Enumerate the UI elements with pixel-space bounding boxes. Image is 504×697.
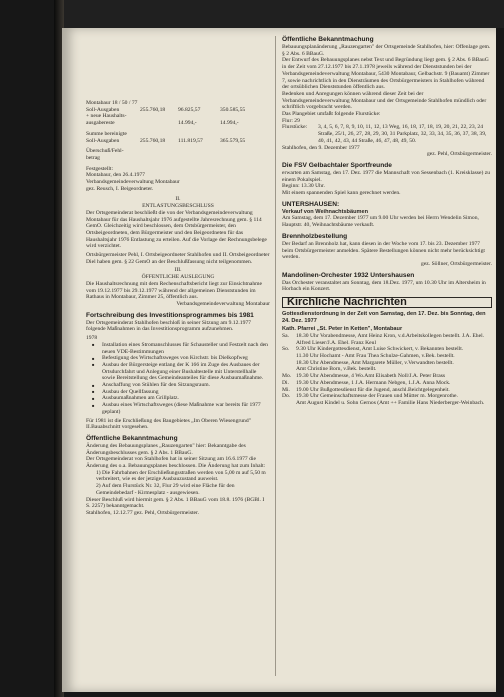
article-subheading: Kath. Pfarrei „St. Peter in Ketten", Montabaur <box>282 326 403 333</box>
list-item: 1) Die Fahrbahnen der Erschließungsstraßen werden von 5,00 m auf 5,50 m verbreitert, wie es der jetzige Ausbauzustand ausweist. <box>96 469 266 483</box>
row-label: Montabaur 18 / 50 / 77 <box>86 100 138 106</box>
service-day: Di. <box>282 379 289 386</box>
article-heading: Mandolinen-Orchester 1932 Untershausen <box>282 271 415 279</box>
article-heading: Fortschreibung des Investitionsprogrammes bis 1981 <box>86 311 254 319</box>
article-text: Beginn: 13.30 Uhr. <box>282 183 325 190</box>
cell: 14.994,- <box>178 120 197 127</box>
cell: 255.760,18 <box>140 137 166 144</box>
article-text: Bedenken und Anregungen können während dieser Zeit bei der Verbandsgemeindeverwaltung Montabaur und der Ortsgemeinde Stahlhofen mündlich oder schriftlich vorgebracht werden. <box>282 90 487 111</box>
table-row <box>86 100 270 107</box>
budget-table <box>86 100 270 162</box>
service-day: So. <box>282 346 290 353</box>
table-row <box>86 120 270 127</box>
service-text: 19.00 Uhr Bußgottesdienst für die Jugend, anschl.Beichtgelegenheit. <box>296 386 450 393</box>
cell <box>140 120 178 127</box>
row-label: Soll-Ausgaben <box>86 137 120 144</box>
service-text: 19.30 Uhr Gemeinschaftsmesse der Frauen und Mütter m. Morgenrothe. <box>296 393 458 400</box>
article-text: Am Samstag, dem 17. Dezember 1977 um 9.00 Uhr werden bei Herrn Wendelin Simon, Hauptstr. 40, Weihnachtsbäume verkauft. <box>282 215 479 229</box>
service-day: Sa. <box>282 332 289 339</box>
signature: Stahlhofen, 12.12.77 gez. Pehl, Ortsbürgermeister. <box>86 509 199 516</box>
list-item <box>282 380 492 387</box>
article-text: Änderung des Bebauungsplanes „Rauzengarten" hier: Bekanntgabe des Änderungsbeschlusses gem. § 2 Abs. 1 BBauG. <box>86 442 246 456</box>
section-number: III. <box>174 267 182 274</box>
article-heading: UNTERSHAUSEN: <box>282 200 340 208</box>
cell: 111.819,57 <box>178 137 203 144</box>
top-shadow <box>62 0 504 28</box>
service-day <box>282 366 296 373</box>
cell: 255.760,18 <box>140 106 166 113</box>
list-item: ■ Ausbau der Quellfassung <box>86 389 270 396</box>
service-day: Mi. <box>282 386 290 393</box>
article-text: Dieser Beschluß wird hiermit gem. § 2 Abs. 1 BBauG vom 18.8. 1976 (BGBl. I S. 2257) bekanntgemacht. <box>86 496 265 510</box>
column-divider <box>275 36 276 676</box>
investment-list <box>86 342 270 416</box>
service-text: 18.30 Uhr Abendmesse, Amt Margarete Müller, v.Verwandten bestellt. <box>296 359 454 366</box>
list-item: ■ Installation eines Stromanschlusses für Schausteller und Festzelt nach den neuen VDE-Bestimmungen <box>86 342 270 355</box>
festgestellt-line: gez. Reusch, I. Beigeordneter. <box>86 185 154 192</box>
section-text: Die Haushaltsrechnung mit dem Rechenschaftsbericht liegt zur Einsichtnahme vom 19.12.1977 bis 29.12.1977 während der allgemeinen Dienststunden im Rathaus in Montabaur, Zimmer 25, öffentlich aus. <box>86 280 262 301</box>
table-row <box>86 138 270 145</box>
list-item <box>282 366 492 373</box>
list-item: 2) Auf dem Flurstück Nr. 32, Flur 29 wird eine Fläche für den Gemeindebedarf - Kirmesplatz - ausgewiesen. <box>96 483 235 496</box>
list-item: ■ Ausbau der Bürgersteige entlang der K 166 im Zuge des Ausbaues der Ortsdurchfahrt und Anlegung einer Bushaltestelle mit Unterstellhalle sowie Bereitstellung des Gemeindeanteiles für diese Ausbaumaßnahme. <box>86 362 270 382</box>
service-day <box>282 360 296 367</box>
article-text: erwarten am Samstag, den 17. Dez. 1977 die Mannschaft von Sessenbach (1. Kreisklasse) zu einem Pokalspiel. <box>282 169 490 183</box>
list-item <box>282 400 492 407</box>
list-item <box>282 373 492 380</box>
row-label: betrag <box>86 154 100 161</box>
row-label: ausgabereste <box>86 120 115 127</box>
article-heading: Öffentliche Bekanntmachung <box>282 36 374 43</box>
article-text: Mit einem spannenden Spiel kann gerechnet werden. <box>282 190 401 197</box>
list-item <box>282 333 492 346</box>
flur-label: Flur: 29 <box>282 117 300 124</box>
festgestellt-line: Festgestellt: <box>86 165 114 172</box>
section-number: II. <box>175 196 181 203</box>
section-banner: Kirchliche Nachrichten <box>282 297 492 308</box>
row-label: Überschuß/Fehl- <box>86 148 124 155</box>
service-text: 19.30 Uhr Abendmesse, 4 Wo.Amt Elisabeth Noll/J.A. Peter Brass <box>296 373 446 380</box>
festgestellt-line: Montabaur, den 26.4.1977 <box>86 172 145 179</box>
service-text: 11.30 Uhr Hochamt - Amt Frau Thea Schulze-Gahmen, v.Bek. bestellt. <box>296 353 455 360</box>
flurstuecke-values: 3, 4, 5, 6, 7, 8, 9, 10, 11, 12, 13 Weg, 16, 18, 17, 18, 19, 20, 21, 22, 23, 24 Straße, 25/1, 26, 27, 28, 29, 30, 31 Parkplatz, 32, 33, 34, 35, 36, 37, 38, 39, 40, 41, 42, 43, 44 Straße, 46, 47, 48, 49, 50. <box>318 124 487 144</box>
list-item <box>282 353 492 360</box>
festgestellt-line: Verbandsgemeindeverwaltung Montabaur <box>86 179 180 186</box>
list-item: ■ Anschaffung von Stühlen für den Sitzungsraum. <box>86 382 270 389</box>
article-text: Bebauungsplanänderung „Rauzengarten" der Ortsgemeinde Stahlhofen, hier: Offenlage gem. § 2 Abs. 6 BBauG. <box>282 44 491 57</box>
section-heading: ÖFFENTLICHE AUSLEGUNG <box>141 274 215 281</box>
section-heading: ENTLASTUNGSBESCHLUSS <box>142 203 214 210</box>
signature: Verbandsgemeindeverwaltung Montabaur <box>176 300 270 307</box>
row-label: + neue Haushalts- <box>86 113 127 120</box>
cell: 96.825,57 <box>178 106 201 113</box>
cell: 350.585,55 <box>220 106 246 113</box>
service-day <box>282 353 296 360</box>
flurstuecke-label: Flurstücke: <box>282 124 308 131</box>
service-text: Amt Christine Born, v.Bek. bestellt. <box>296 366 377 373</box>
article-heading: Die FSV Gelbachtaler Sportfreunde <box>282 161 392 169</box>
table-row <box>86 107 270 114</box>
list-item: ■ Befestigung des Wirtschaftsweges von Kirchstr. bis Dielkopfweg <box>86 355 270 362</box>
article-subheading: Gottesdienstordnung in der Zeit von Samstag, den 17. Dez. bis Sonntag, den 24. Dez. 1977 <box>282 310 486 324</box>
article-heading: Öffentliche Bekanntmachung <box>86 434 178 442</box>
cell: 365.579,55 <box>220 137 246 144</box>
table-row <box>86 155 270 162</box>
article-text: Der Ortsgemeinderat Stahlhofen beschloß in seiner Sitzung am 9.12.1977 folgende Maßnahmen in das Investitionsprogramm aufzunehmen. <box>86 319 251 333</box>
service-day <box>282 400 296 407</box>
service-text: 18.30 Uhr Vorabendmesse, Amt Heinz Kron, v.d.Arbeitskollegen bestellt. J.A. Ehel. Alfred Lieser/J.A. Ehel. Franz Keul <box>296 332 485 346</box>
section-note: Ortsbürgermeister Pehl, I. Ortsbeigeordneter Stahlhofen und II. Ortsbeigeordneter Diel haben gem. § 22 GemO an der Beschlußfassung nicht teilgenommen. <box>86 252 270 265</box>
row-label: Summe bereinigte <box>86 130 127 137</box>
row-label: Soll-Ausgaben <box>86 106 120 113</box>
article-text: Der Bedarf an Brennholz hat, kann diesen in der Woche vom 17. bis 23. Dezember 1977 beim Ortsbürgermeister anmelden. Spätere Bestellungen können nicht mehr berücksichtigt werden. <box>282 240 485 261</box>
table-row <box>86 148 270 155</box>
article-text: Für 1981 ist die Erschließung des Baugebietes „Im Oberen Wiesengrund" II.Bauabschnitt vorgesehen. <box>86 417 251 431</box>
service-list <box>282 333 492 407</box>
flurstuecke-list <box>282 124 492 144</box>
service-text: 9.30 Uhr Kindergottesdienst, Amt Luise Schwickert, v. Bekannten bestellt. <box>296 346 464 353</box>
left-column <box>86 36 270 517</box>
signature-place: Stahlhofen, den 9. Dezember 1977 <box>282 144 360 151</box>
article-text: Das Orchester veranstaltet am Sonntag, dem 18.Dez. 1977, um 10.30 Uhr im Altersheim in Horbach ein Konzert. <box>282 279 486 293</box>
list-item: ■ Ausbaumaßnahmen am Grillplatz. <box>86 395 270 402</box>
year-label: 1978 <box>86 335 98 342</box>
article-text: Der Entwurf des Bebauungsplanes nebst Text und Begründung liegt gem. § 2 Abs. 6 BBauG in der Zeit vom 27.12.1977 bis 27.1.1978 jeweils während der Dienststunden bei der Verbandsgemeindeverwaltung Montabaur, 5430 Montabaur, Gelbachstr. 9 (Bauamt) Zimmer 7, sowie nachrichtlich in den Diensträumen des Ortsbürgermeisters in Stahlhofen während der ortsüblichen Dienststunden öffentlich aus. <box>282 57 490 91</box>
newspaper-page <box>62 28 496 692</box>
service-text: 19.30 Uhr Abendmesse, 1 J.A. Hermann Nebgen, 1.J.A. Anna Mock. <box>296 379 451 386</box>
list-item: ■ Ausbau eines Wirtschaftsweges (diese Maßnahme war bereits für 1977 geplant) <box>86 402 270 415</box>
list-item <box>282 360 492 367</box>
right-column <box>282 36 492 407</box>
article-text: Der Ortsgemeinderat von Stahlhofen hat in seiner Sitzung am 16.6.1977 die Änderung des o.a. Bebauungsplanes beschlossen. Die Änderung hat zum Inhalt: <box>86 456 266 470</box>
list-item <box>282 346 492 353</box>
service-day: Mo. <box>282 373 292 380</box>
signature: gez. Pehl, Ortsbürgermeister. <box>427 151 492 158</box>
cell: 14.994,- <box>220 120 239 127</box>
section-text: Der Ortsgemeinderat beschließt die von der Verbandsgemeindeverwaltung Montabaur für das Haushaltsjahr 1976 aufgestellte Jahresrechnung gem. § 114 GemO. Gleichzeitig wird beschlossen, dem Ortsbürgermeister, den Ortsbeigeordneten, dem Bürgermeister und den Beigeordneten für das Haushaltsjahr 1976 Entlastung zu erteilen. Auf die Vorlage der Rechnungsbelege wird verzichtet. <box>86 209 267 250</box>
table-row <box>86 113 270 120</box>
service-day: Do. <box>282 393 291 400</box>
list-item <box>282 393 492 400</box>
article-subheading: Verkauf von Weihnachtsbäumen <box>282 208 369 215</box>
article-text: Das Plangebiet umfaßt folgende Flurstücke: <box>282 111 381 118</box>
service-text: Amt August Kindel u. Sohn Gernos (Amt ++ Familie Hans Niederberger-Weinbach. <box>296 399 485 406</box>
table-row <box>86 131 270 138</box>
article-heading: Brennholzbestellung <box>282 232 348 240</box>
signature: gez. Söllner, Ortsbürgermeister. <box>421 260 492 267</box>
